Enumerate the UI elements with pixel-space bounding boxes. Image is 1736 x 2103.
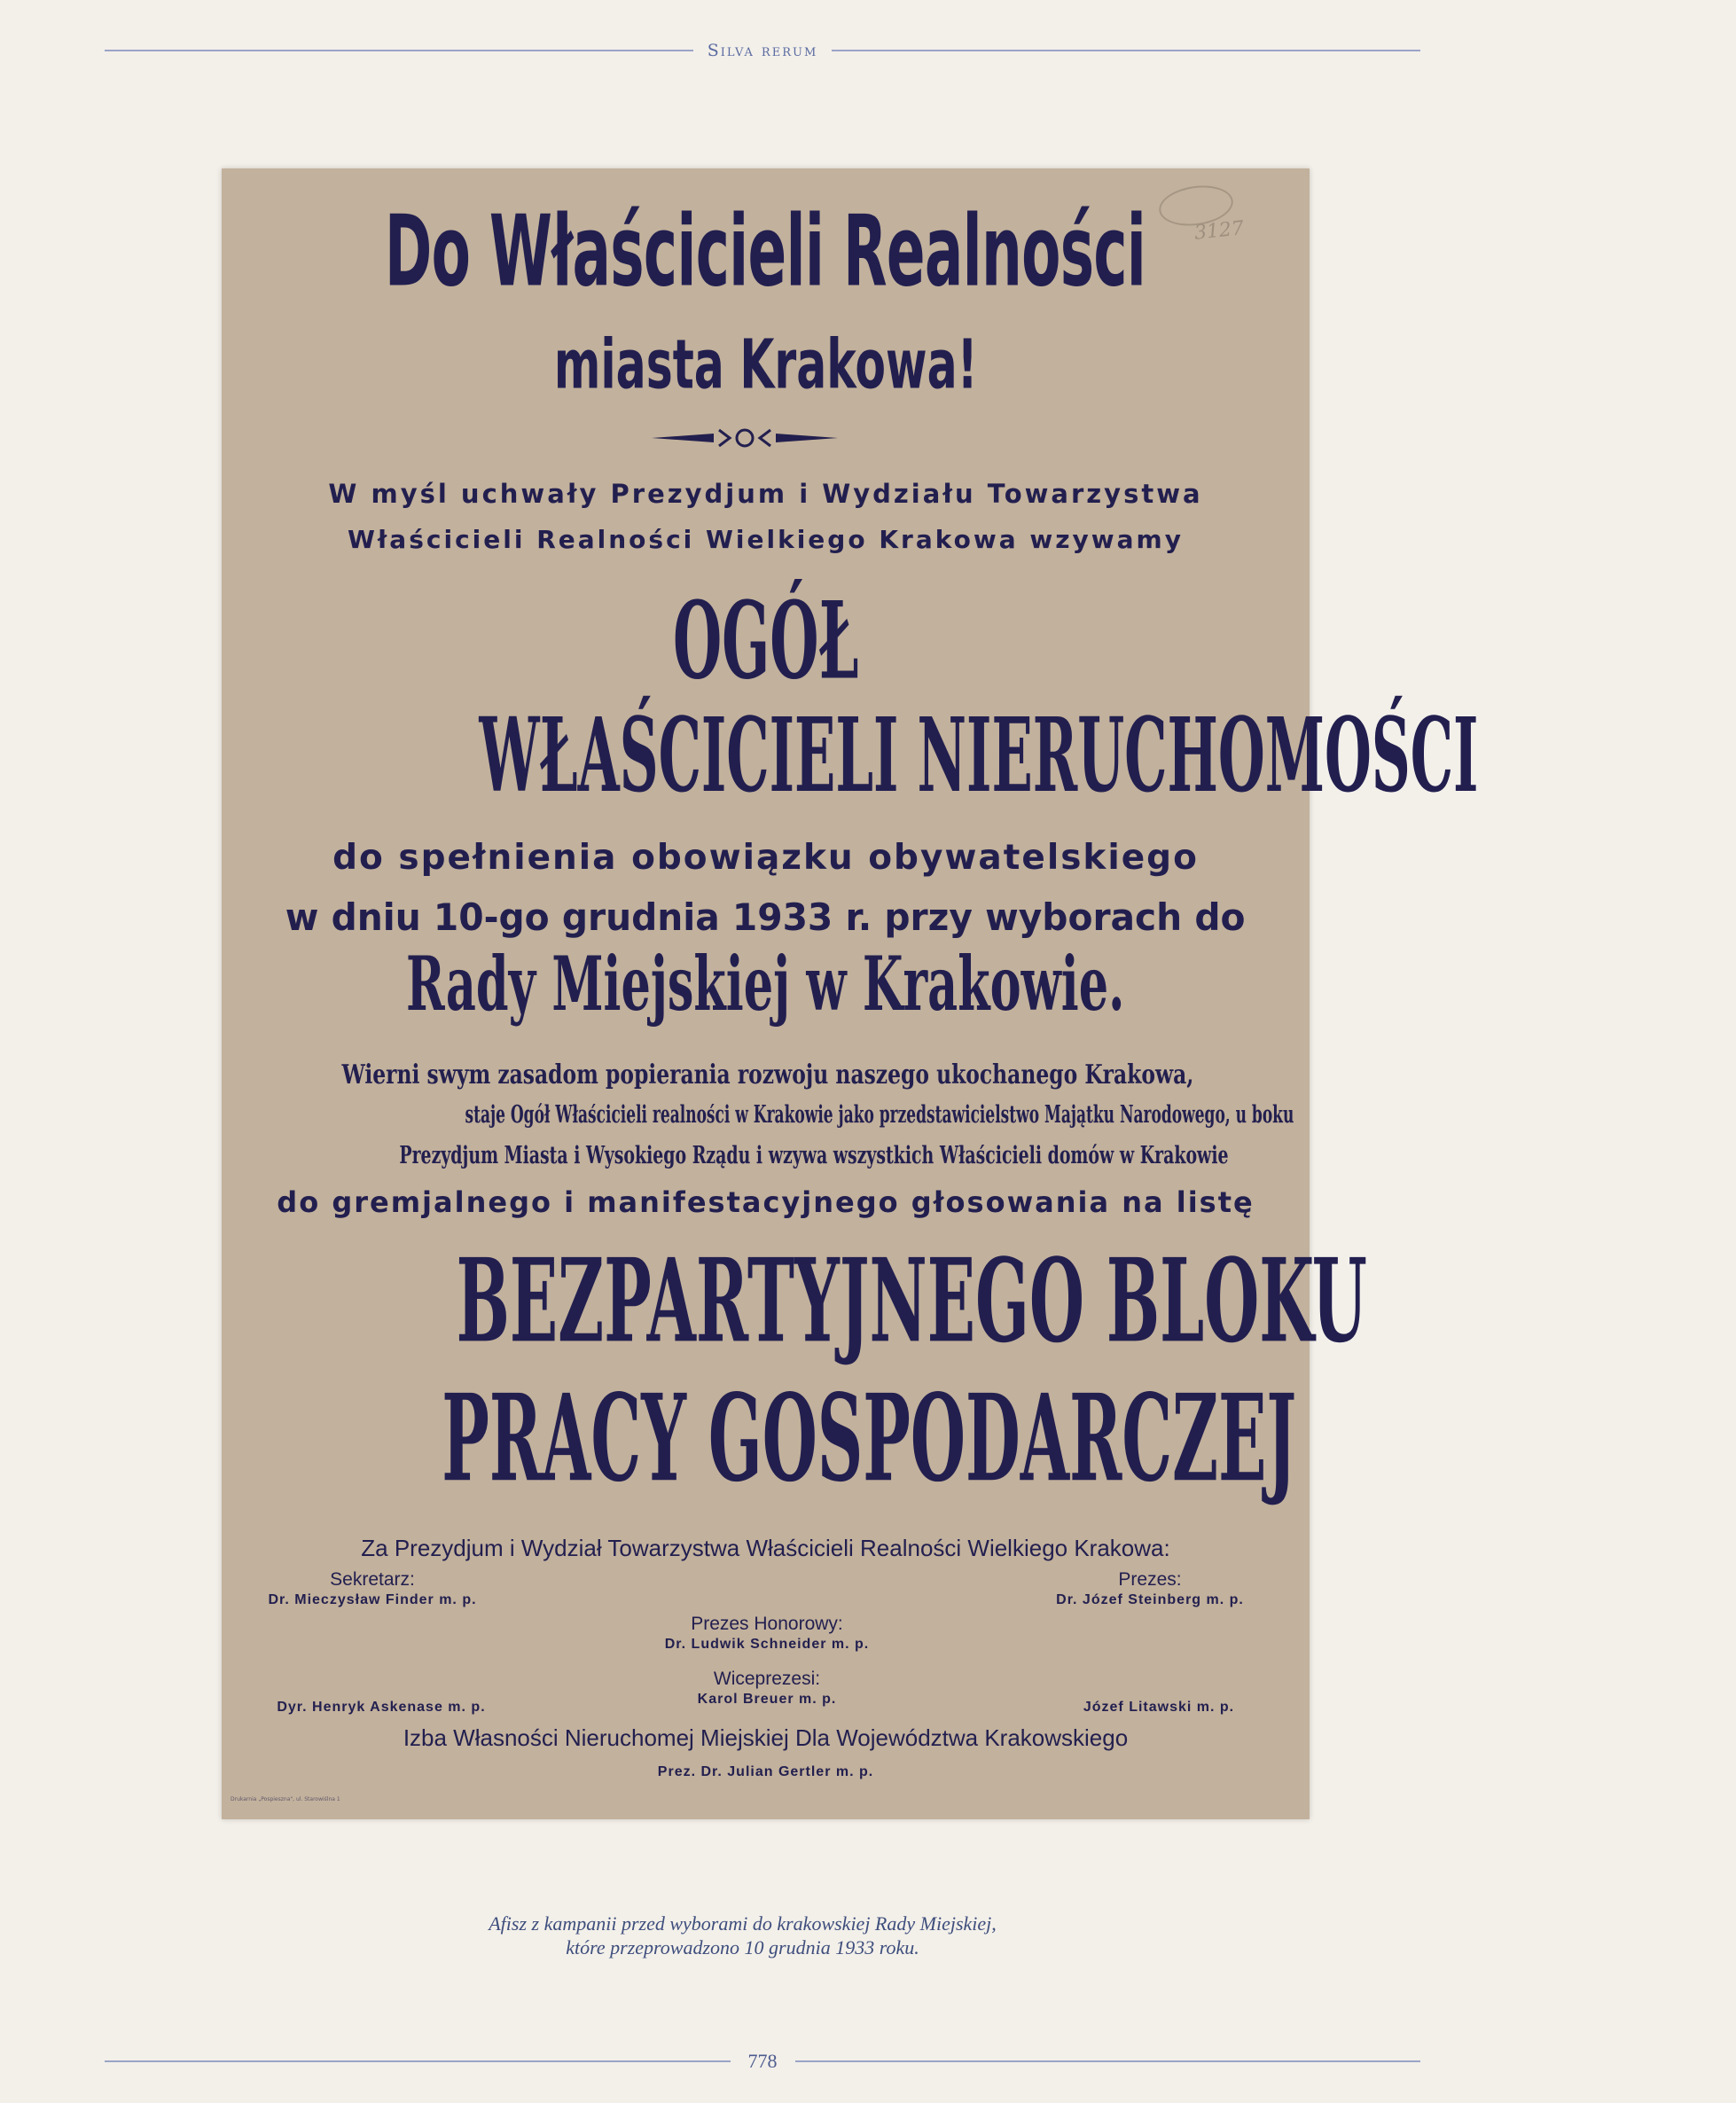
body-line1: Wierni swym zasadom popierania rozwoju naszego ukochanego Krakowa, [341,1059,1194,1091]
duty-line1: do spełnienia obowiązku obywatelskiego [332,838,1199,878]
intro-line2-row [222,525,1310,554]
running-head-rule-left [105,50,693,51]
council-line-row [222,939,1310,1028]
honorary-president-block [603,1614,931,1653]
page-number: 778 [747,2050,778,2072]
chamber-line: Izba Własności Nieruchomej Miejskiej Dla Województwa Krakowskiego [403,1724,1129,1751]
vice-right-block [1026,1698,1292,1716]
president-name: Dr. Józef Steinberg m. p. [1056,1592,1244,1607]
president-role: Prezes: [1118,1569,1182,1590]
running-head [105,41,1420,60]
chamber-president: Prez. Dr. Julian Gertler m. p. [657,1764,874,1779]
election-poster [222,168,1479,1819]
block-line1: BEZPARTYJNEGO BLOKU [456,1234,1367,1369]
duty-line2-row [222,895,1310,939]
honorary-role: Prezes Honorowy: [691,1614,843,1634]
vice-role: Wiceprezesi: [713,1669,821,1689]
duty-line2: w dniu 10-go grudnia 1933 r. przy wyborach do [285,895,1246,939]
caption-line2: które przeprowadzono 10 grudnia 1933 roku. [566,1936,919,1958]
vice-name-right: Józef Litawski m. p. [1083,1700,1235,1715]
vice-presidents-block [603,1669,931,1708]
poster-title-line1-row [222,194,1310,309]
body-line4-row [222,1185,1310,1219]
secretary-name: Dr. Mieczysław Finder m. p. [268,1592,477,1607]
big-line2: WŁAŚCICIELI NIERUCHOMOŚCI [479,695,1479,816]
body-line1-row [222,1059,1310,1091]
page-footer [105,2050,1420,2073]
vice-left-block [239,1698,523,1716]
big-line1-row [222,577,1310,704]
ornament-divider-icon [652,426,838,450]
running-head-title: Silva rerum [707,41,818,60]
intro-line1-row [222,479,1310,509]
pencil-number: 3127 [1193,217,1246,245]
body-line3-row [222,1142,1310,1169]
big-line1: OGÓŁ [672,577,859,704]
secretary-block [239,1569,505,1608]
poster-title-line2: miasta Krakowa! [553,324,978,405]
running-head-rule-right [832,50,1420,51]
intro-line1: W myśl uchwały Prezydjum i Wydziału Towarzystwa [328,479,1203,509]
block-line2: PRACY GOSPODARCZEJ [442,1369,1297,1509]
caption-line1: Afisz z kampanii przed wyborami do krakowskiej Rady Miejskiej, [489,1912,997,1935]
big-line2-row [222,695,1479,816]
figure-caption [0,1911,1485,1959]
vice-name-left: Dyr. Henryk Askenase m. p. [277,1700,486,1715]
duty-line1-row [222,838,1310,878]
footer-rule-left [105,2060,731,2062]
block-line1-row [222,1234,1367,1369]
body-line3: Prezydjum Miasta i Wysokiego Rządu i wzywa wszystkich Właścicieli domów w Krakowie [399,1142,1229,1169]
president-block [1008,1569,1292,1608]
vice-name-center: Karol Breuer m. p. [697,1692,837,1707]
body-line2: staje Ogół Właścicieli realności w Krakowie jako przedstawicielstwo Majątku Narodowego, u boku [465,1101,1294,1129]
body-line4: do gremjalnego i manifestacyjnego głosowania na listę [277,1185,1255,1219]
council-line: Rady Miejskiej w Krakowie. [406,939,1125,1028]
honorary-name: Dr. Ludwik Schneider m. p. [664,1637,870,1652]
poster-title-line1: Do Właścicieli Realności [385,194,1146,309]
block-line2-row [222,1369,1310,1509]
secretary-role: Sekretarz: [330,1569,415,1590]
printer-imprint: Drukarnia „Pospieszna", ul. Starowiślna 1 [231,1796,340,1802]
signatories-intro: Za Prezydjum i Wydział Towarzystwa Właścicieli Realności Wielkiego Krakowa: [361,1535,1170,1561]
intro-line2: Właścicieli Realności Wielkiego Krakowa wzywamy [348,525,1184,554]
footer-rule-right [795,2060,1421,2062]
body-line2-row [222,1101,1310,1129]
poster-title-line2-row [222,324,1310,405]
